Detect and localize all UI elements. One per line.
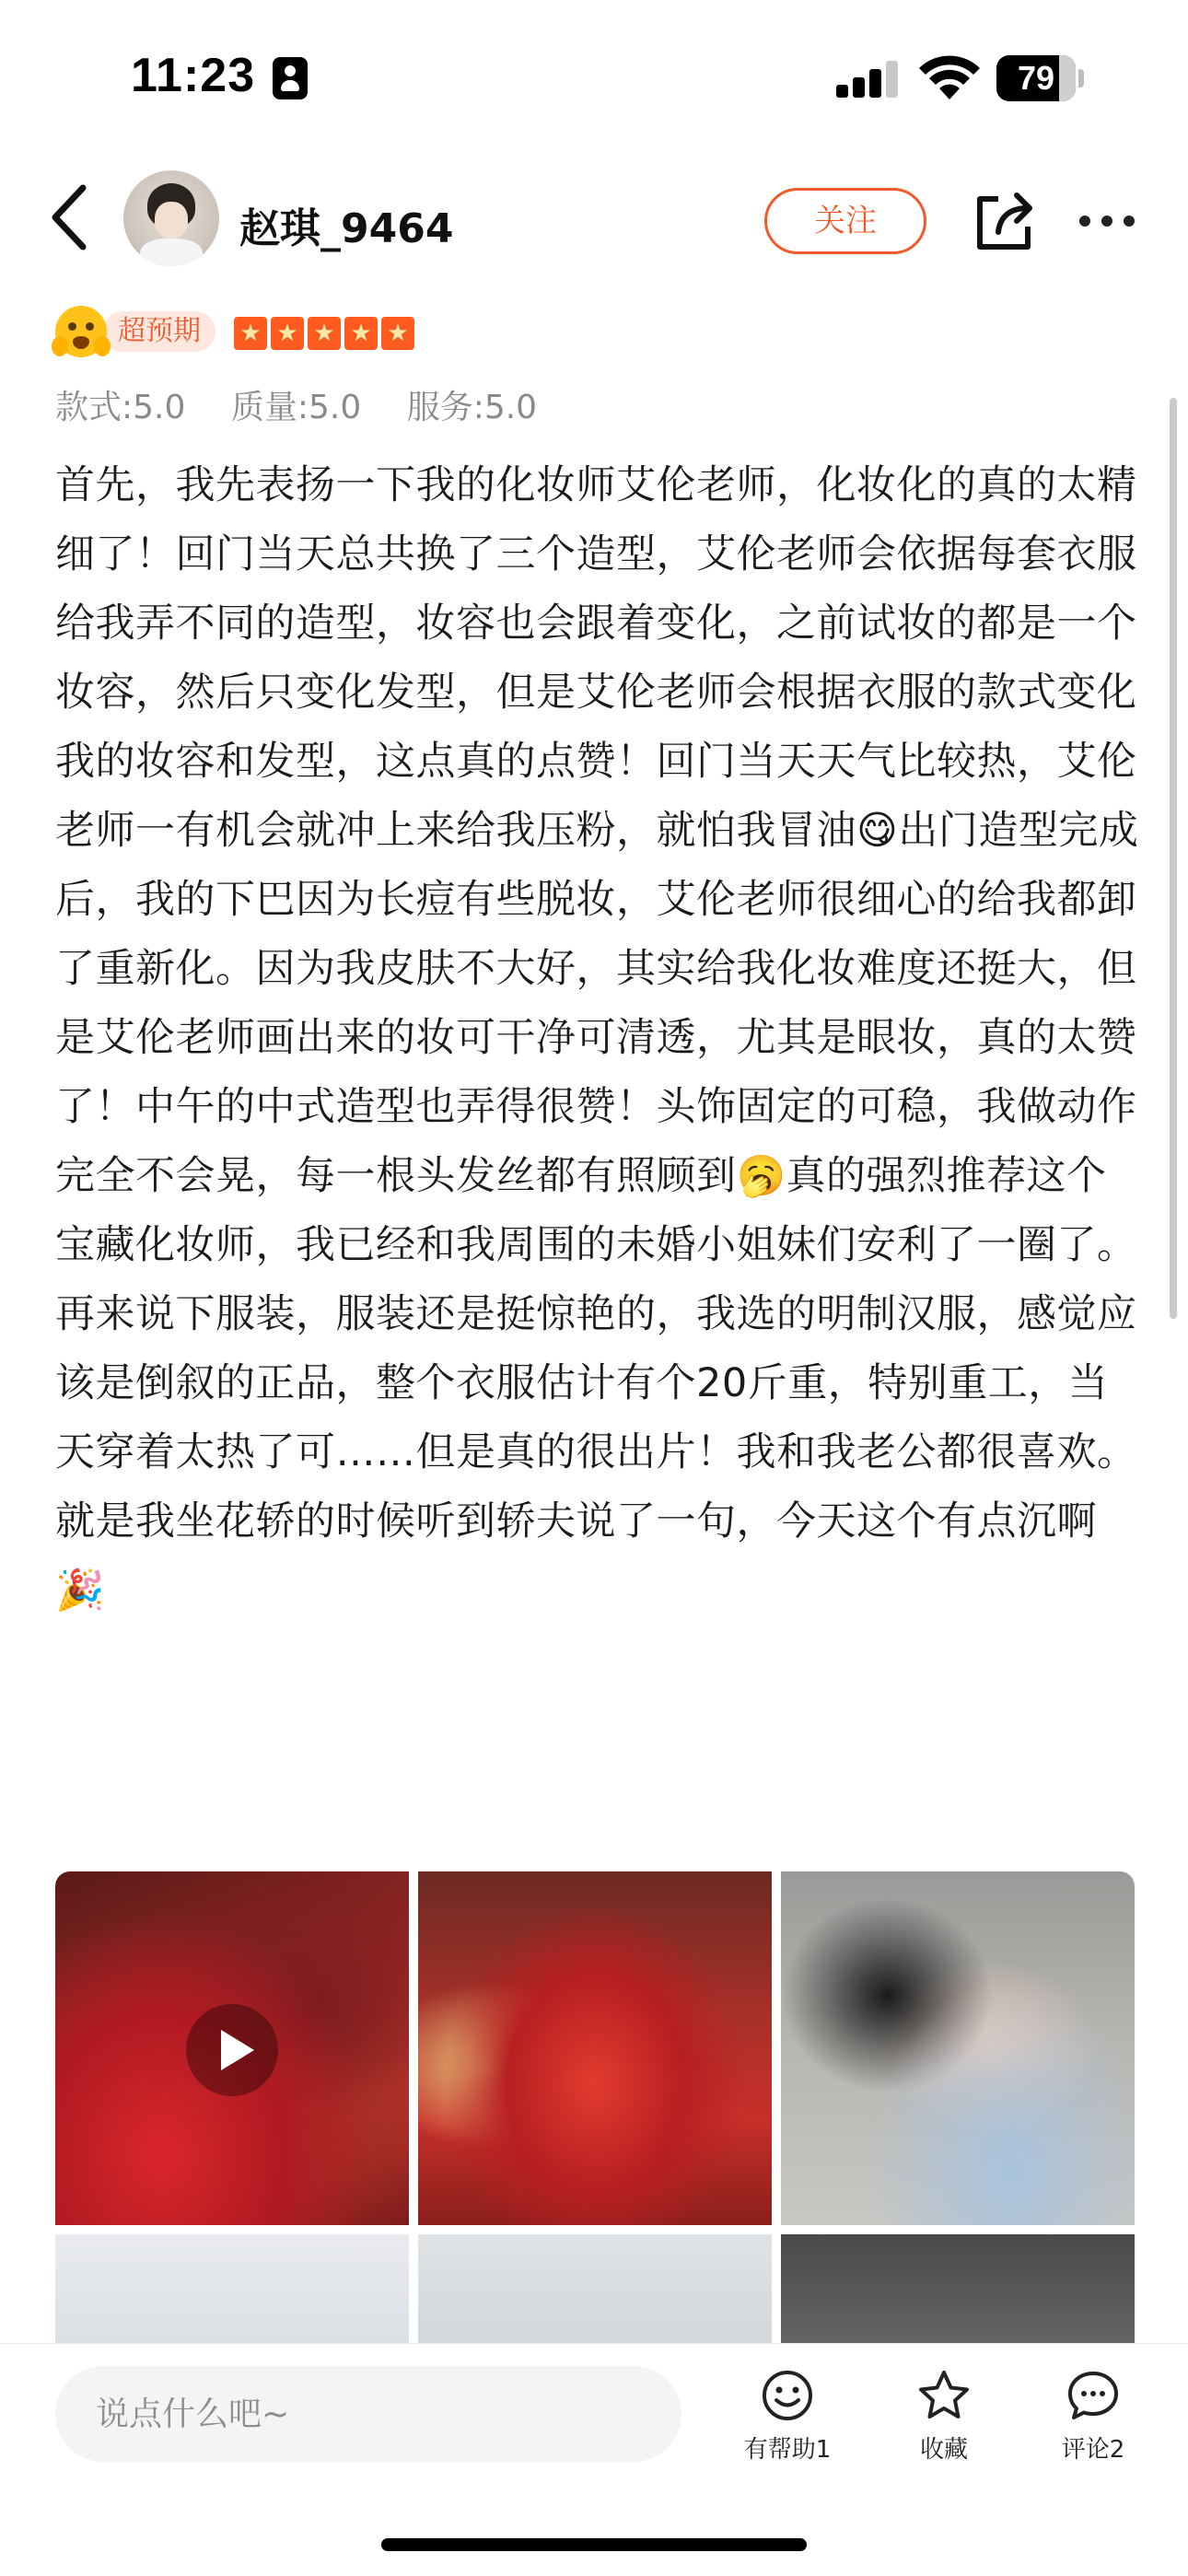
rating-star-icon: ★ bbox=[234, 317, 267, 350]
star-rating bbox=[234, 317, 418, 350]
rating-star-icon: ★ bbox=[344, 317, 378, 350]
smiley-icon bbox=[760, 2368, 815, 2423]
status-time: 11:23 bbox=[131, 49, 256, 102]
couple-portrait-photo[interactable] bbox=[781, 1871, 1135, 2225]
status-bar bbox=[0, 0, 1188, 157]
hands-icon bbox=[52, 333, 111, 357]
score-breakdown bbox=[55, 381, 572, 428]
favorite-button[interactable] bbox=[875, 2368, 1013, 2469]
cellular-signal-icon bbox=[836, 61, 899, 98]
rating-star-icon: ★ bbox=[381, 317, 414, 350]
comment-button[interactable] bbox=[1024, 2368, 1162, 2469]
score-service: 服务:5.0 bbox=[406, 389, 538, 426]
comment-input[interactable] bbox=[55, 2366, 681, 2462]
review-header bbox=[0, 157, 1188, 286]
battery-icon bbox=[996, 55, 1076, 101]
share-icon[interactable] bbox=[971, 186, 1041, 256]
contact-card-icon bbox=[273, 57, 308, 99]
back-button[interactable] bbox=[37, 179, 103, 256]
wedding-group-photo[interactable] bbox=[418, 1871, 772, 2225]
more-options-icon[interactable] bbox=[1079, 201, 1144, 241]
scroll-indicator[interactable] bbox=[1170, 398, 1177, 1319]
review-body: 首先，我先表扬一下我的化妆师艾伦老师，化妆化的真的太精细了！回门当天总共换了三个造型，艾伦老师会依据每套衣服给我弄不同的造型，妆容也会跟着变化，之前试妆的都是一个妆容，然后只变化发型，但是艾伦老师会根据衣服的款式变化我的妆容和发型，这点真的点赞！回门当天天气比较热，艾伦老师一有机会就冲上来给我压粉，就怕我冒油😋出门造型完成后，我的下巴因为长痘有些脱妆，艾伦老师很细心的给我都卸了重新化。因为我皮肤不大好，其实给我化妆难度还挺大，但是艾伦老师画出来的妆可干净可清透，尤其是眼妆，真的太赞了！中午的中式造型也弄得很赞！头饰固定的可稳，我做动作完全不会晃，每一根头发丝都有照顾到🥱真的强烈推荐这个宝藏化妆师，我已经和我周围的未婚小姐妹们安利了一圈了。 再来说下服装，服装还是挺惊艳的，我选的明制汉服，感觉应该是倒叙的正品，整个衣服估计有个20斤重，特别重工，当天穿着太热了可……但是真的很出片！我和我老公都很喜欢。就是我坐花轿的时候听到轿夫说了一句，今天这个有点沉啊🎉 bbox=[55, 462, 1139, 1614]
favorite-label: 收藏 bbox=[919, 2436, 968, 2464]
rating-row bbox=[55, 306, 608, 361]
avatar[interactable] bbox=[123, 170, 219, 266]
badge-label: 超预期 bbox=[103, 311, 215, 352]
play-icon[interactable] bbox=[186, 2004, 278, 2096]
comment-bubble-icon bbox=[1066, 2368, 1121, 2423]
follow-button[interactable]: 关注 bbox=[764, 188, 926, 254]
helpful-label: 有帮助1 bbox=[743, 2436, 832, 2464]
wifi-icon bbox=[917, 53, 982, 101]
battery-percentage: 79 bbox=[1017, 59, 1055, 97]
rating-star-icon: ★ bbox=[308, 317, 341, 350]
score-style: 款式:5.0 bbox=[55, 389, 186, 426]
helpful-button[interactable] bbox=[718, 2368, 856, 2469]
battery-nub bbox=[1078, 69, 1084, 87]
username[interactable]: 赵琪_9464 bbox=[239, 205, 454, 252]
star-icon bbox=[916, 2368, 972, 2423]
rating-star-icon: ★ bbox=[271, 317, 304, 350]
score-quality: 质量:5.0 bbox=[230, 389, 362, 426]
wedding-video-thumbnail[interactable] bbox=[55, 1871, 409, 2225]
home-indicator[interactable] bbox=[381, 2538, 807, 2551]
comment-label: 评论2 bbox=[1061, 2436, 1125, 2464]
